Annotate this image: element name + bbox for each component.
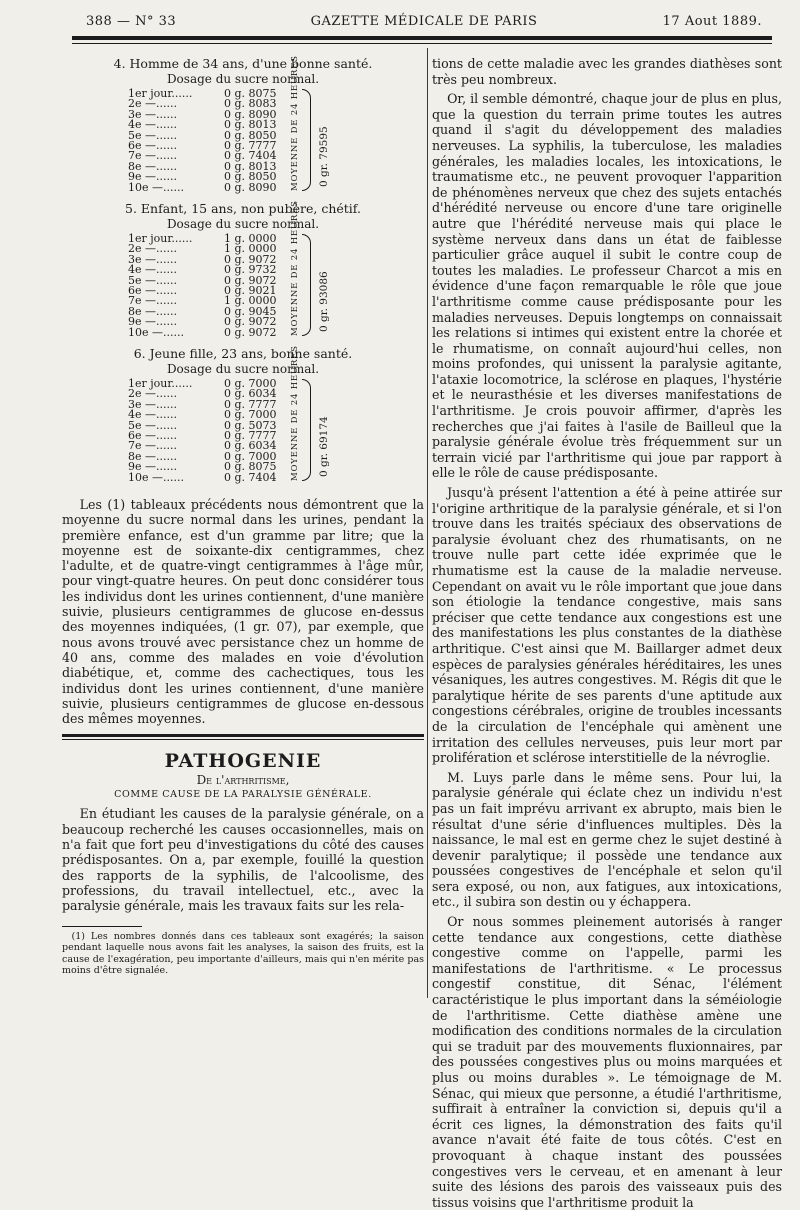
table-value: 0 g. 8075 [224, 87, 277, 100]
table-value: 0 g. 9072 [224, 273, 277, 287]
section-rule-thin [62, 739, 424, 740]
table-value: 0 g. 8050 [224, 170, 277, 184]
table-value: 0 g. 7000 [224, 377, 277, 390]
table-day: 4e —...... [128, 408, 177, 422]
case-title: 6. Jeune fille, 23 ans, bonne santé. [133, 346, 353, 361]
sugar-table-6 [62, 346, 424, 487]
body-paragraph: M. Luys parle dans le même sens. Pour lui, la paralysie générale qui éclate chez un individu n'est pas un fait imprévu arrivant ex abrupto, mais bien le résultat d'une série d'influences multiples. Dès la naissance, le mal est en germe chez le sujet destiné à devenir paralytique; il possède une tendance aux poussées congestives de l'encéphale et selon qu'il sera exposé, ou non, aux fatigues, aux intoxications, etc., il subira son destin ou y échappera. [432, 769, 782, 910]
table-value: 0 g. 9072 [224, 252, 277, 266]
tables-commentary [62, 497, 424, 726]
table-value: 0 g. 9732 [224, 263, 277, 277]
case-title: 5. Enfant, 15 ans, non pubère, chétif. [125, 201, 361, 216]
average-value: 0 gr. 69174 [318, 416, 330, 477]
section-rule [62, 734, 424, 737]
table-value: 0 g. 9072 [224, 325, 277, 339]
table-value: 0 g. 7000 [224, 449, 277, 463]
table-day: 1er jour...... [128, 87, 193, 100]
table-value: 0 g. 8013 [224, 118, 277, 132]
case-subtitle: Dosage du sucre normal. [166, 217, 320, 231]
case-title: 4. Homme de 34 ans, d'une bonne santé. [113, 56, 373, 71]
table-value: 0 g. 7404 [224, 149, 277, 163]
table-value: 0 g. 9072 [224, 315, 277, 329]
sugar-table-5 [62, 201, 424, 342]
table-day: 1er jour...... [128, 232, 193, 245]
table-value: 0 g. 8075 [224, 460, 277, 474]
brace [302, 379, 311, 481]
table-day: 10e —...... [128, 470, 184, 484]
table-value: 0 g. 7777 [224, 428, 277, 442]
table-day: 5e —...... [128, 273, 177, 287]
table-day: 8e —...... [128, 159, 177, 173]
table-day: 5e —...... [128, 418, 177, 432]
table-day: 8e —...... [128, 449, 177, 463]
table-day: 9e —...... [128, 460, 177, 474]
table-value: 0 g. 7000 [224, 408, 277, 422]
header-rule-thin [72, 43, 772, 44]
table-day: 5e —...... [128, 128, 177, 142]
body-paragraph: Les (1) tableaux précédents nous démontrent que la moyenne du sucre normal dans les urines, pendant la première enfance, est d'un gramme par litre; que la moyenne est de soixante-dix centigrammes, chez l'adulte, et de quatre-vingt centigrammes à l'âge mûr, pour vingt-quatre heures. On peut donc considérer tous les individus dont les urines contiennent, d'une manière suivie, plusieurs centigrammes de glucose en-dessus des moyennes indiquées, (1 gr. 07), par exemple, que nous avons trouvé avec persistance chez un homme de 40 ans, comme des malades en voie d'évolution diabétique, et, comme des cachectiques, tous les individus dont les urines contiennent, d'une manière suivie, plusieurs centigrammes de glucose en-dessous des mêmes moyennes. [62, 497, 424, 727]
table-day: 10e —...... [128, 180, 184, 194]
left-column [62, 56, 424, 996]
average-value: 0 gr. 93086 [318, 271, 330, 332]
table-day: 4e —...... [128, 118, 177, 132]
section-title: PATHOGENIE [164, 750, 322, 773]
table-day: 2e —...... [128, 242, 177, 256]
table-day: 6e —...... [128, 138, 177, 152]
footnote [62, 931, 424, 977]
table-value: 0 g. 7777 [224, 397, 277, 411]
journal-title: GAZETTE MÉDICALE DE PARIS [310, 14, 538, 29]
average-label: MOYENNE DE 24 HEURES [290, 345, 300, 481]
table-value: 1 g. 0000 [224, 232, 277, 245]
table-day: 2e —...... [128, 97, 177, 111]
table-value: 0 g. 5073 [224, 418, 277, 432]
table-value: 0 g. 9021 [224, 283, 277, 297]
table-day: 3e —...... [128, 397, 177, 411]
table-value: 0 g. 8050 [224, 128, 277, 142]
table-value: 0 g. 9045 [224, 304, 277, 318]
table-day: 8e —...... [128, 304, 177, 318]
average-value: 0 gr. 79595 [318, 126, 330, 187]
page-header [86, 12, 762, 38]
table-day: 6e —...... [128, 283, 177, 297]
table-value: 0 g. 6034 [224, 387, 277, 401]
body-paragraph: Or, il semble démontré, chaque jour de plus en plus, que la question du terrain prime toutes les autres quand il s'agit du développement des maladies nerveuses. La syphilis, la tuberculose, les maladies générales, les maladies locales, les intoxications, le traumatisme etc., ne peuvent provoquer l'apparition de phénomènes nerveux que chez des sujets entachés d'hérédité nerveuse ou encore d'une tare originelle autre que l'hérédité nerveuse mais qui place le système nerveux dans dans un état de faiblesse particulier grâce auquel il subit le contre coup de toutes les maladies. Le professeur Charcot a mis en évidence d'une façon remarquable le rôle que joue l'arthritisme comme cause prédisposante pour les maladies nerveuses. Depuis longtemps on connaissait les relations si intimes qui existent entre la chorée et le rhumatisme, on connaît aujourd'hui celles, non moins profondes, qui unissent la paralysie agitante, l'ataxie locomotrice, la sclérose en plaques, l'hystérie et le neurasthésie et les diverses manifestations de l'arthritisme. Je crois pouvoir affirmer, d'après les recherches que j'ai faites à l'asile de Bailleul que la paralysie générale évolue très fréquemment sur un terrain vicié par l'arthritisme qui joue par rapport à elle le rôle de cause prédisposante. [432, 91, 782, 481]
average-label: MOYENNE DE 24 HEURES [290, 200, 300, 336]
table-value: 0 g. 6034 [224, 439, 277, 453]
body-paragraph: Or nous sommes pleinement autorisés à ranger cette tendance aux congestions, cette diathèse congestive comme on l'appelle, parmi les manifestations de l'arthritisme. « Le processus congestif constitue, dit Sénac, l'élément caractéristique le plus important dans la séméiologie de l'arthritisme. Cette diathèse amène une modification des conditions normales de la circulation qui se traduit par des mouvements fluxionnaires, par des poussées congestives plus ou moins marquées et plus ou moins durables ». Le témoignage de M. Sénac, qui mieux que personne, a étudié l'arthritisme, suffirait à entraîner la conviction si, depuis qu'il a écrit ces lignes, la démonstration des faits qu'il avance n'avait été faite de tous côtés. C'est en provoquant à chaque instant des poussées congestives vers le cerveau, et en amenant à leur suite des lésions des parois des vaisseaux puis des tissus voisins que l'arthritisme produit la [432, 914, 782, 1210]
average-label: MOYENNE DE 24 HEURES [290, 55, 300, 191]
table-value: 0 g. 8083 [224, 97, 277, 111]
table-value: 0 g. 7404 [224, 470, 277, 484]
section-subtitle-caps: COMME CAUSE DE LA PARALYSIE GÉNÉRALE. [114, 789, 372, 801]
brace [302, 234, 311, 336]
table-value: 0 g. 7777 [224, 138, 277, 152]
table-day: 3e —...... [128, 107, 177, 121]
section-subtitle: De l'arthritisme, [196, 773, 290, 788]
table-day: 9e —...... [128, 170, 177, 184]
case-subtitle: Dosage du sucre normal. [166, 362, 320, 376]
table-day: 3e —...... [128, 252, 177, 266]
table-day: 7e —...... [128, 149, 177, 163]
right-column [432, 56, 782, 1210]
table-day: 10e —...... [128, 325, 184, 339]
pathogenie-text [62, 806, 424, 913]
table-value: 0 g. 8013 [224, 159, 277, 173]
table-value: 1 g. 0000 [224, 242, 277, 256]
table-value: 0 g. 8090 [224, 180, 277, 194]
table-value: 1 g. 0000 [224, 294, 277, 308]
body-paragraph: En étudiant les causes de la paralysie générale, on a beaucoup recherché les causes occasionnelles, mais on n'a fait que fort peu d'investigations du côté des causes prédisposantes. On a, par exemple, fouillé la question des rapports de la syphilis, de l'alcoolisme, des professions, du travail intellectuel, etc., avec la paralysie générale, mais les travaux faits sur les rela- [62, 806, 424, 914]
table-day: 1er jour...... [128, 377, 193, 390]
header-rule [72, 36, 772, 40]
column-divider [427, 48, 428, 998]
table-day: 9e —...... [128, 315, 177, 329]
sugar-table-4 [62, 56, 424, 197]
right-column-text [432, 56, 782, 1210]
table-value: 0 g. 8090 [224, 107, 277, 121]
page-number: 388 — N° 33 [86, 14, 177, 29]
table-day: 2e —...... [128, 387, 177, 401]
brace [302, 89, 311, 191]
issue-date: 17 Aout 1889. [662, 14, 762, 29]
table-day: 4e —...... [128, 263, 177, 277]
table-day: 7e —...... [128, 294, 177, 308]
footnote-text: (1) Les nombres donnés dans ces tableaux sont exagérés; la saison pendant laquelle nous avons fait les analyses, la saison des fruits, est la cause de l'exagération, peu importante d'ailleurs, mais qui n'en mérite pas moins d'être signalée. [62, 930, 424, 977]
table-day: 6e —...... [128, 428, 177, 442]
table-day: 7e —...... [128, 439, 177, 453]
body-paragraph: Jusqu'à présent l'attention a été à peine attirée sur l'origine arthritique de la paralysie générale, et si l'on trouve dans les traités spéciaux des observations de paralysie évoluant chez des rhumatisants, on ne trouve nulle part cette idée exprimée que le rhumatisme est la cause de la maladie nerveuse. Cependant on avait vu le rôle important que joue dans son étiologie la tendance congestive, mais sans préciser que cette tendance aux congestions est une des manifestations les plus constantes de la diathèse arthritique. C'est ainsi que M. Baillarger admet deux espèces de paralysies générales héréditaires, les unes vésaniques, les autres congestives. M. Régis dit que le paralytique hérite de ses parents d'une aptitude aux congestions cérébrales, origine de troubles incessants de la circulation de l'encéphale qui amènent une irritation des cellules nerveuses, puis leur mort par prolifération et sclérose interstitielle de la névroglie. [432, 485, 782, 766]
footnote-rule [62, 926, 142, 927]
body-paragraph: tions de cette maladie avec les grandes diathèses sont très peu nombreux. [432, 56, 782, 87]
case-subtitle: Dosage du sucre normal. [166, 72, 320, 86]
